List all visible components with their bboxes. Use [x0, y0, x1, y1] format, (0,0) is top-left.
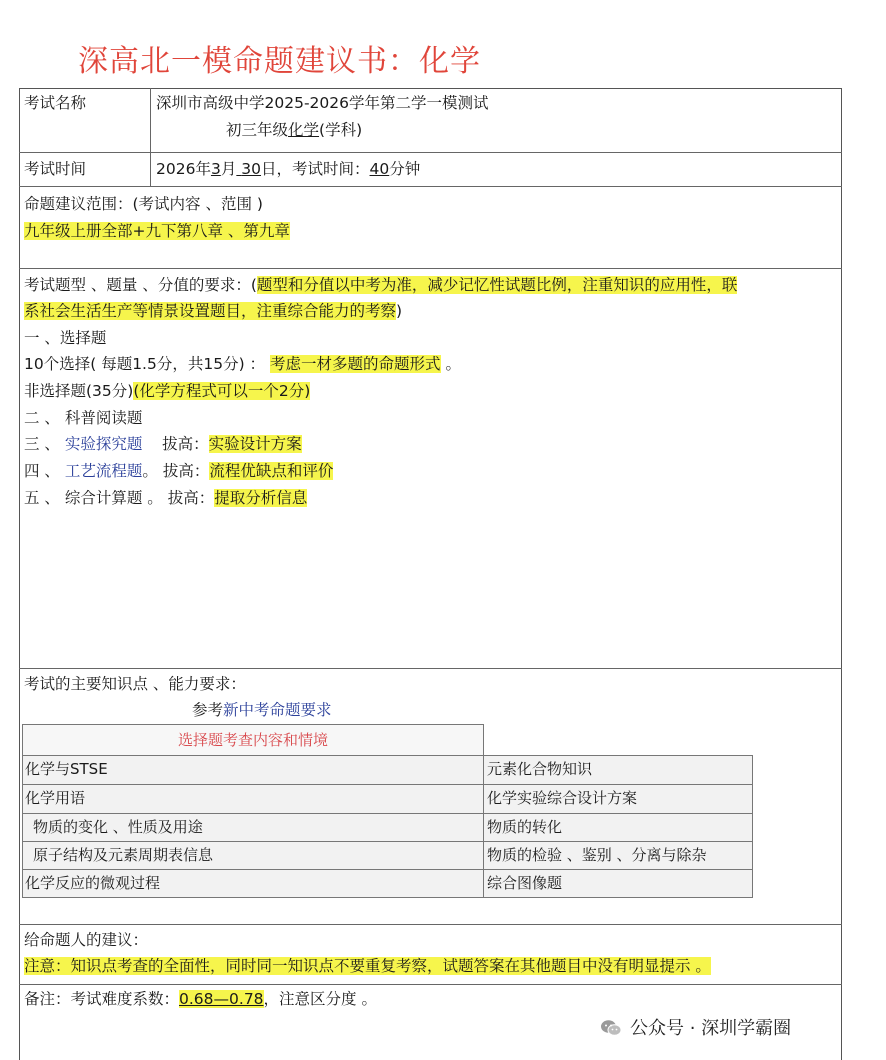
knowledge-left-cell: 化学用语 [22, 784, 484, 814]
document-title: 深高北一模命题建议书：化学 [78, 44, 481, 79]
type-item-experiment: 三 、 实验探究题 拔高：实验设计方案 [24, 435, 302, 453]
column-divider [150, 88, 151, 186]
knowledge-table [22, 724, 753, 898]
type-item-process: 四 、 工艺流程题。 拔高：流程优缺点和评价 [24, 462, 334, 480]
knowledge-left-cell: 物质的变化 、性质及用途 [22, 813, 484, 842]
knowledge-right-cell: 物质的转化 [483, 813, 753, 842]
row-divider [19, 668, 842, 669]
advice-note: 注意：知识点考查的全面性，同时同一知识点不要重复考察，试题答案在其他题目中没有明显提示 。 [24, 957, 711, 975]
types-heading: 考试题型 、题量 、分值的要求：(题型和分值以中考为准，减少记忆性试题比例，注重知识的应用性，联 [24, 276, 738, 294]
exam-time-value: 2026年3月 30日，考试时间：40分钟 [156, 160, 421, 178]
wechat-icon [600, 1019, 622, 1037]
row-divider [19, 152, 842, 153]
row-divider [19, 186, 842, 187]
exam-name-value: 深圳市高级中学2025-2026学年第二学一模测试 [156, 94, 489, 112]
knowledge-right-cell: 化学实验综合设计方案 [483, 784, 753, 814]
exam-grade-subject: 初三年级化学(学科) [226, 121, 363, 139]
exam-time-label: 考试时间 [24, 160, 87, 178]
knowledge-right-cell: 元素化合物知识 [483, 755, 753, 785]
types-heading-cont: 系社会生活生产等情景设置题目，注重综合能力的考察) [24, 302, 403, 320]
scope-heading: 命题建议范围：(考试内容 、范围 ) [24, 195, 263, 213]
exam-name-label: 考试名称 [24, 94, 87, 112]
knowledge-table-header: 选择题考查内容和情境 [22, 724, 484, 756]
knowledge-left-cell: 化学与STSE [22, 755, 484, 785]
scope-content: 九年级上册全部+九下第八章 、第九章 [24, 222, 290, 240]
type-item-calculation: 五 、 综合计算题 。 拔高：提取分析信息 [24, 489, 308, 507]
type-item-choice: 一 、选择题 [24, 329, 107, 347]
knowledge-heading: 考试的主要知识点 、能力要求： [24, 675, 246, 693]
knowledge-left-cell: 化学反应的微观过程 [22, 869, 484, 898]
knowledge-right-cell: 综合图像题 [483, 869, 753, 898]
advice-heading: 给命题人的建议： [24, 931, 149, 949]
difficulty-remark: 备注：考试难度系数：0.68—0.78，注意区分度 。 [24, 990, 377, 1008]
row-divider [19, 268, 842, 269]
account-watermark: 公众号 · 深圳学霸圈 [600, 1014, 791, 1040]
knowledge-right-cell: 物质的检验 、鉴别 、分离与除杂 [483, 841, 753, 870]
knowledge-reference: 参考新中考命题要求 [192, 701, 332, 719]
row-divider [19, 984, 842, 985]
type-item-choice-detail: 10个选择( 每题1.5分，共15分) ： 考虑一材多题的命题形式 。 [24, 355, 461, 373]
row-divider [19, 924, 842, 925]
type-item-nonchoice: 非选择题(35分)(化学方程式可以一个2分) [24, 382, 311, 400]
type-item-reading: 二 、 科普阅读题 [24, 409, 143, 427]
knowledge-left-cell: 原子结构及元素周期表信息 [22, 841, 484, 870]
